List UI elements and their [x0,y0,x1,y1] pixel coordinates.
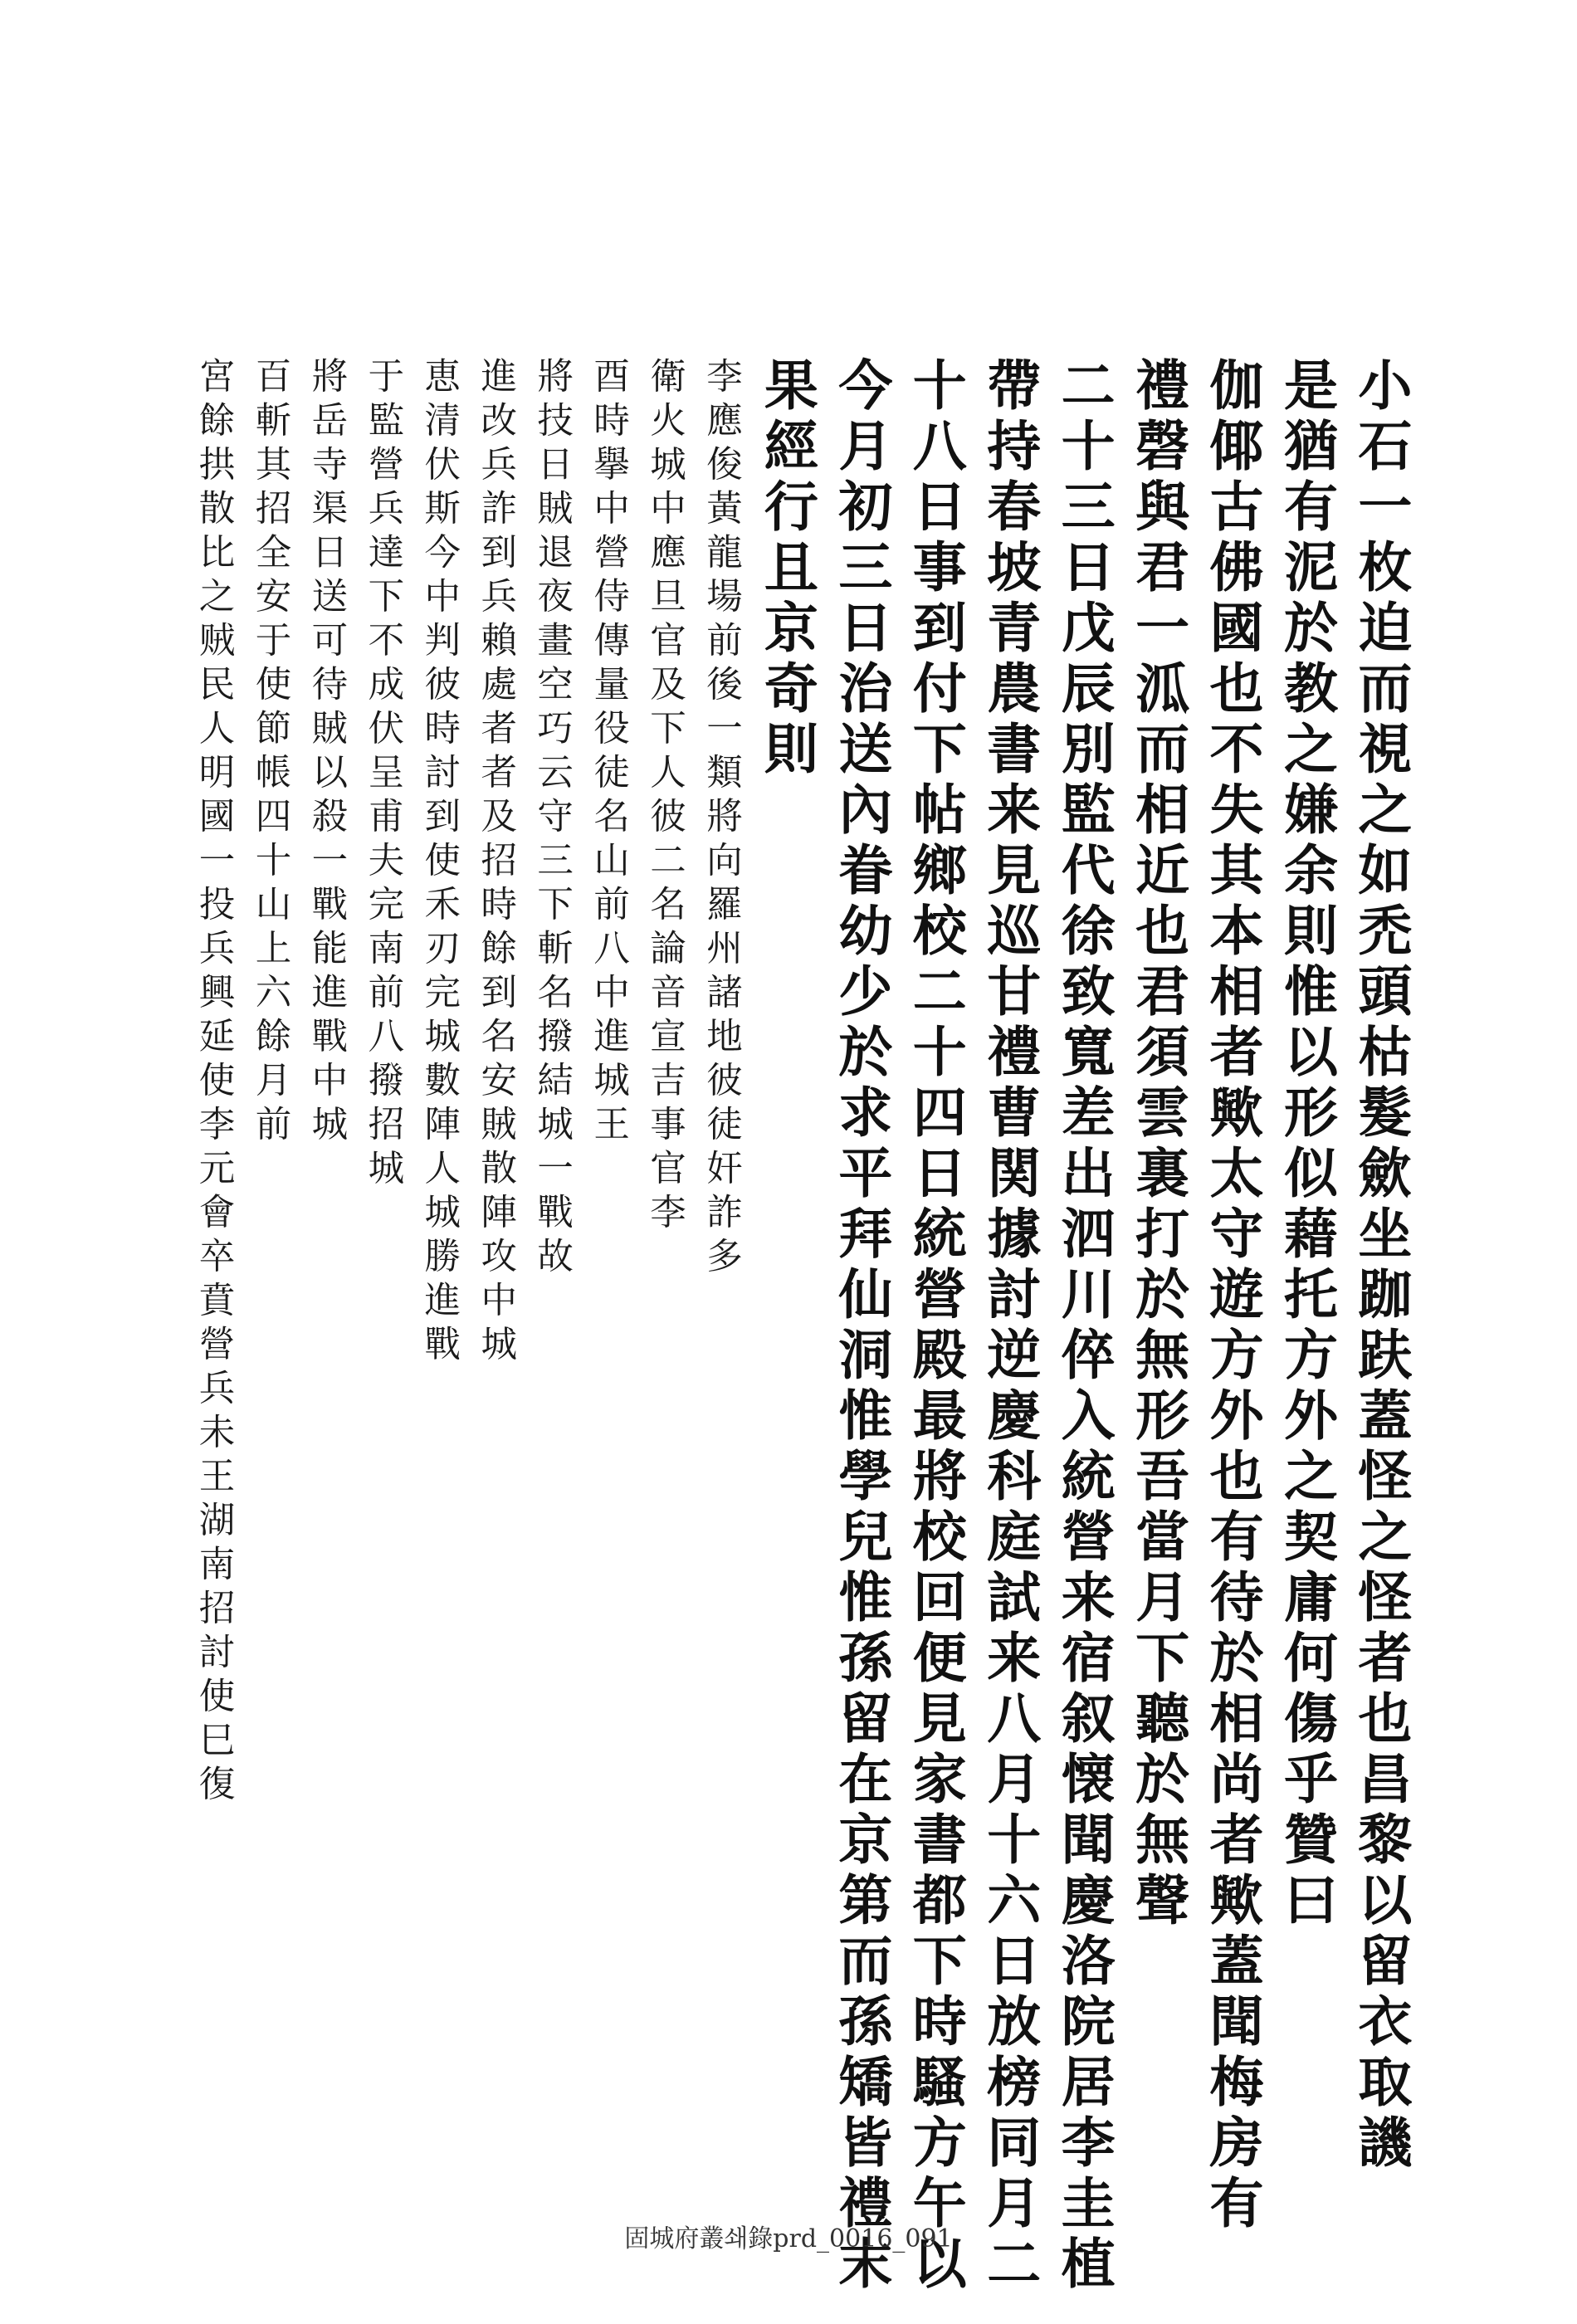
page-caption: 固城府叢쇄錄prd_0016_091 [624,2224,953,2253]
text-column: 伽倻古佛國也不失其本相者歟太守遊方外也有待於相尚者歟蓋聞梅房有 [1200,357,1263,2235]
text-column: 帶持春坡青農書来見巡甘禮曹関據討逆慶科庭試来八月十六日放榜同月二 [977,357,1041,2296]
text-column: 二十三日戊辰別監代徐致寬差出泗川倅入統營来宿叙懐聞慶洛院居李圭植 [1052,357,1116,2296]
annotation-column: 恵清伏斯今中判彼時討到使禾刃完城數陣人城勝進戰 [418,357,461,1369]
text-column: 禮磬與君一泒而相近也君須雲裏打於無形吾當月下聽於無聲 [1125,357,1189,1932]
annotation-column: 進改兵詐到兵賴處者者及招時餘到名安賊散陣攻中城 [475,357,517,1369]
annotation-column: 百斬其招全安于使節帳四十山上六餘月前 [249,357,291,1149]
text-column: 十八日事到付下帖鄉校二十四日統營殿最將校回便見家書都下時騷方午以 [903,357,967,2296]
annotation-column: 宮餘拱散比之贼民人明國一投兵興延使李元會卒賁營兵未王湖南招討使巳復 [193,357,235,1809]
annotation-column: 酉時擧中營侍傳量役徒名山前八中進城王 [588,357,630,1149]
text-column: 今月初三日治送內眷幼少於求平拜仙洞惟學兒惟孫留在京第而孫矯皆禮末 [828,357,892,2296]
annotation-column: 將技日賊退夜畫空巧云守三下斬名撥結城一戰故 [531,357,574,1281]
annotation-column: 于監營兵達下不成伏呈甫夫完南前八撥招城 [362,357,404,1193]
text-column: 是猶有泥於教之嫌余則惟以形似藉托方外之契庸何傷乎贊曰 [1274,357,1338,1932]
annotation-column: 衛火城中應旦官及下人彼二名論音宣吉事官李 [644,357,686,1237]
annotation-column: 李應俊黃龍場前後一類將向羅州諸地彼徒奸詐多 [700,357,742,1281]
text-column: 果經行且京奇則 [754,357,818,781]
annotation-column: 將岳寺渠日送可待賊以殺一戰能進戰中城 [305,357,348,1149]
text-column: 小石一枚迫而視之如禿頭枯髮歛坐跏趺蓋怪之怪者也昌黎以留衣取譏 [1348,357,1412,2175]
